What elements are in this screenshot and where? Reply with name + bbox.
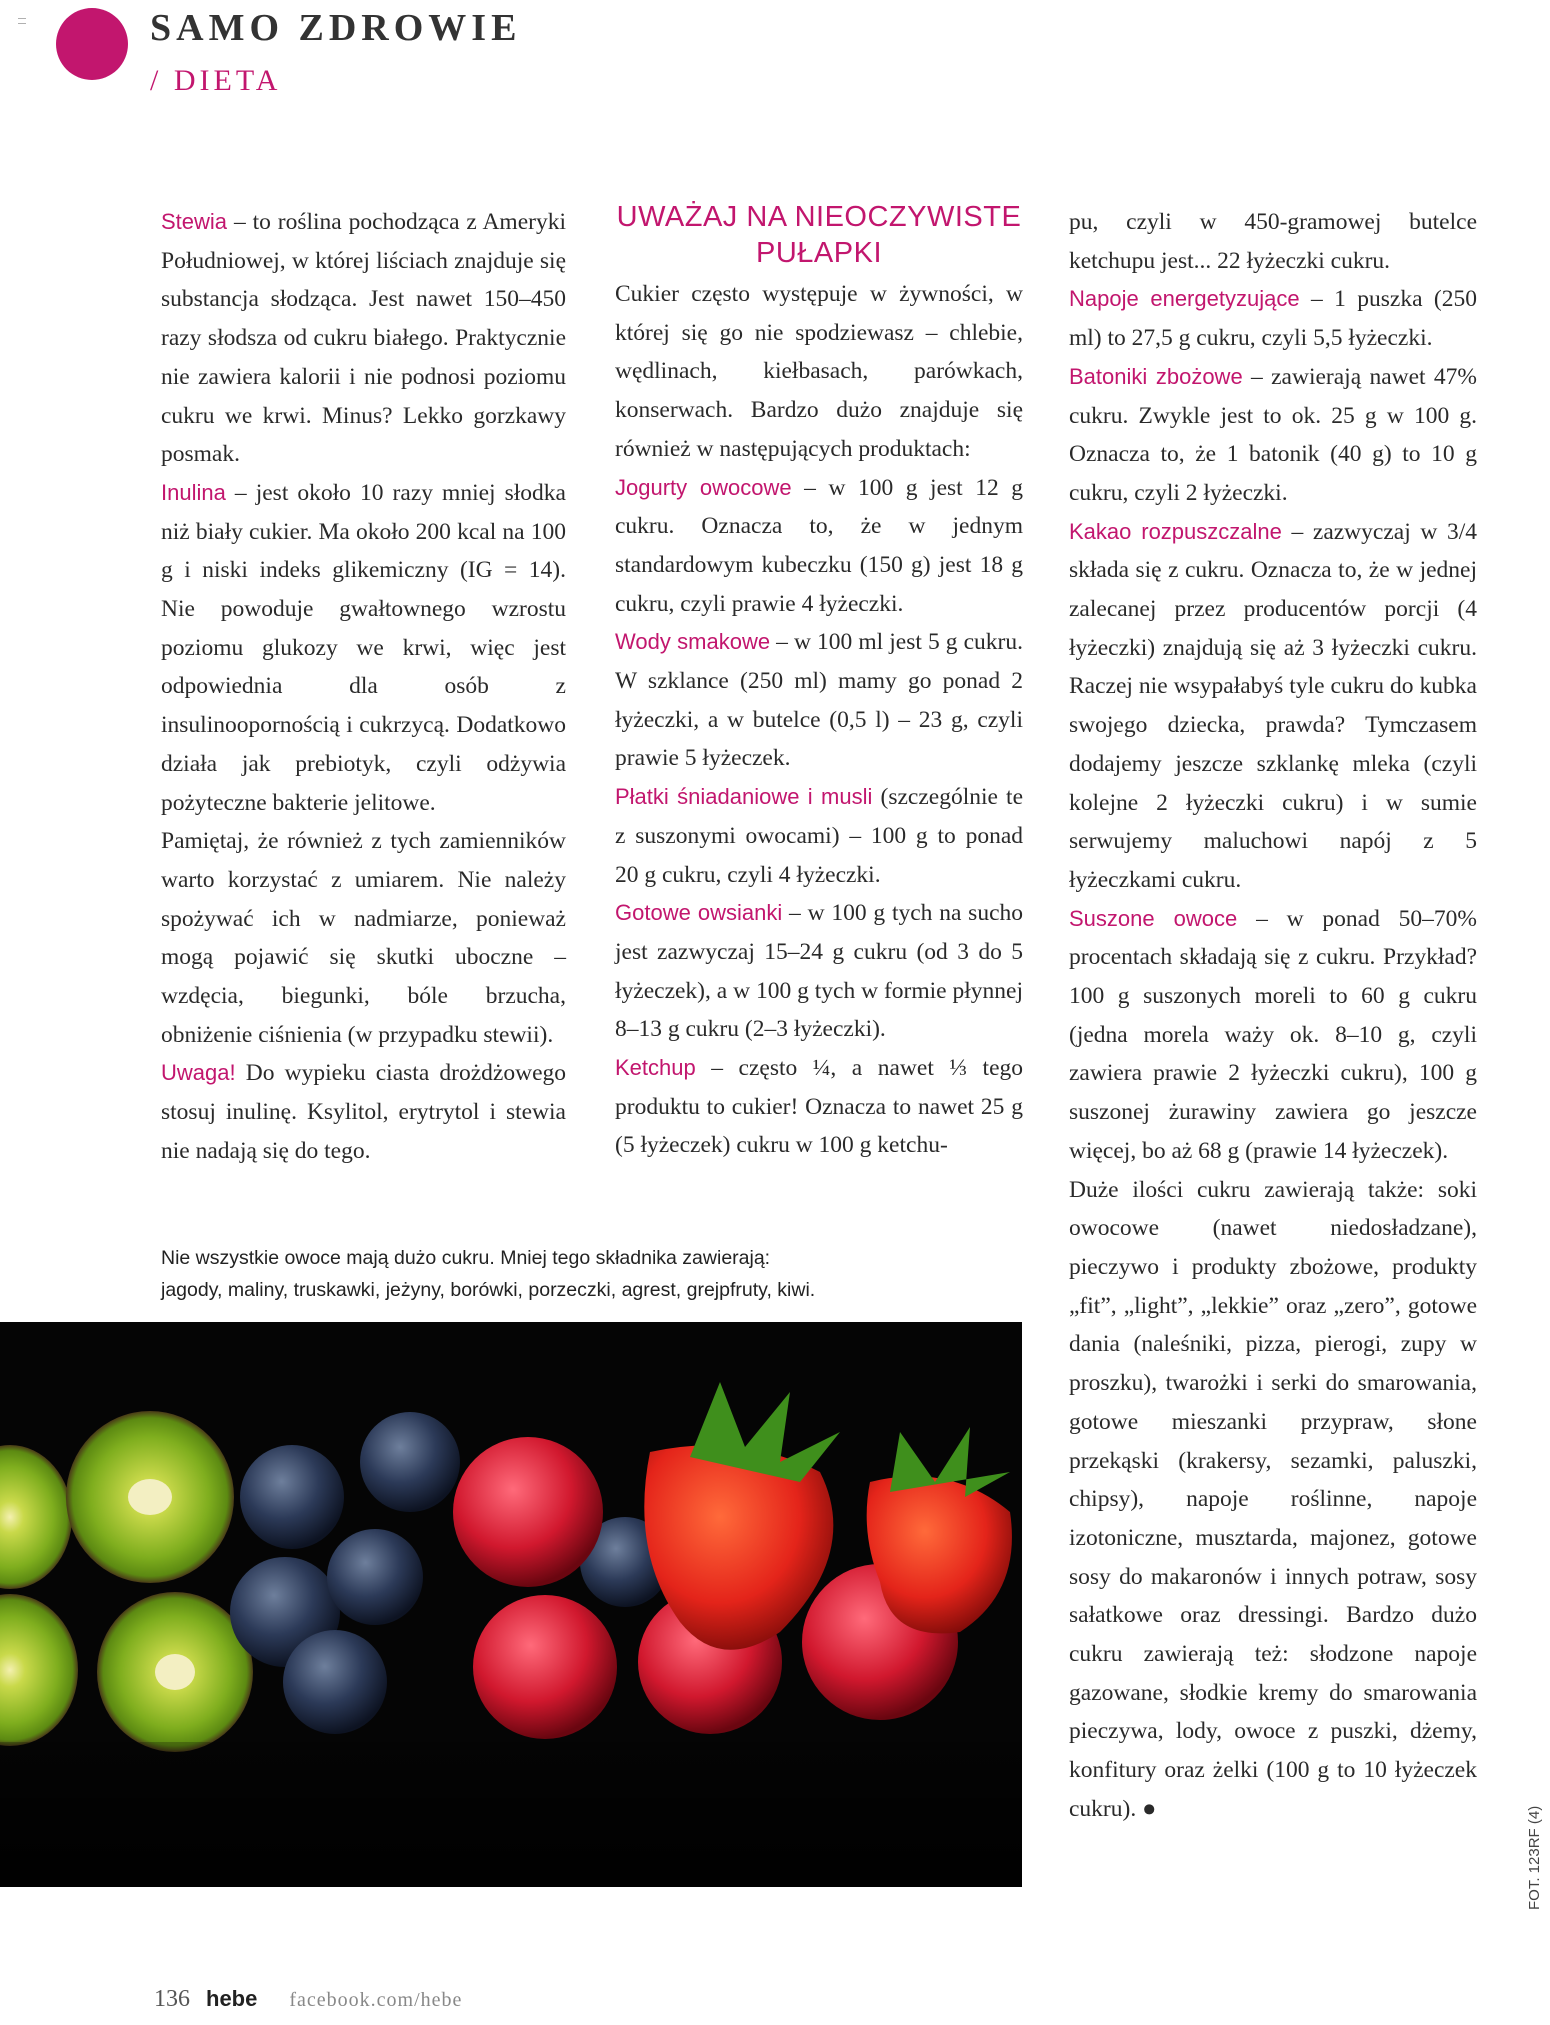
- paragraph-napoje: Napoje energetyzujące – 1 puszka (250 ml) to 27,5 g cukru, czyli 5,5 łyżeczki.: [1069, 286, 1477, 352]
- column-3: [1069, 203, 1477, 1829]
- page-number: 136: [154, 1986, 190, 2012]
- keyword-stewia: Stewia: [161, 209, 228, 234]
- keyword-uwaga: Uwaga!: [161, 1060, 236, 1086]
- keyword-suszone: Suszone owoce: [1069, 905, 1238, 931]
- column-1: [161, 203, 566, 1171]
- paragraph-kakao: Kakao rozpuszczalne – zazwyczaj w 3/4 składa się z cukru. Oznacza to, że w jednej zalecanej przez producentów porcji (4 łyżeczki) znajdują się aż 3 łyżeczki cukru. Raczej nie wsypałabyś tyle cukru do kubka swojego dziecka, prawda? Tymczasem dodajemy jeszcze szklankę mleka (czyli kolejne 2 łyżeczki cukru) i w sumie serwujemy maluchowi napój z 5 łyżeczkami cukru.: [1069, 518, 1477, 893]
- column-2: [615, 199, 1023, 1165]
- keyword-jogurty: Jogurty owocowe: [615, 474, 792, 500]
- keyword-inulina: Inulina: [161, 479, 226, 505]
- paragraph-ketchup: Ketchup – często ¼, a nawet ⅓ tego produktu to cukier! Oznacza to nawet 25 g (5 łyżeczek) cukru w 100 g ketchu-: [615, 1055, 1023, 1159]
- brand-logo: hebe: [206, 1986, 258, 2011]
- section-subtitle: / DIETA: [150, 64, 282, 97]
- paragraph-jogurty: Jogurty owocowe – w 100 g jest 12 g cukru. Oznacza to, że w jednym standardowym kubeczku (150 g) jest 18 g cukru, czyli prawie 4 łyżeczki.: [615, 474, 1023, 617]
- keyword-platki: Płatki śniadaniowe i musli: [615, 784, 873, 810]
- paragraph-pamietaj: Pamiętaj, że również z tych zamienników warto korzystać z umiarem. Nie należy spożywać ich w nadmiarze, ponieważ mogą pojawić się skutki uboczne – wzdęcia, biegunki, bóle brzucha, obniżenie ciśnienia (w przypadku stewii).: [161, 828, 566, 1048]
- paragraph-stewia: Stewia – to roślina pochodząca z Ameryki Południowej, w której liściach znajduje się substancja słodząca. Jest nawet 150–450 razy słodsza od cukru białego. Praktycznie nie zawiera kalorii i nie podnosi poziomu cukru we krwi. Minus? Lekko gorzkawy posmak.: [161, 209, 566, 468]
- caption-line-2: jagody, maliny, truskawki, jeżyny, borówki, porzeczki, agrest, grejpfruty, kiwi.: [161, 1279, 816, 1301]
- page-footer: [154, 1986, 462, 2013]
- keyword-napoje: Napoje energetyzujące: [1069, 286, 1300, 312]
- paragraph-batoniki: Batoniki zbożowe – zawierają nawet 47% cukru. Zwykle jest to ok. 25 g w 100 g. Oznacza to, że 1 batonik (40 g) to 10 g cukru, czyli 2 łyżeczki.: [1069, 363, 1477, 506]
- paragraph-inulina: Inulina – jest około 10 razy mniej słodka niż biały cukier. Ma około 200 kcal na 100 g i niski indeks glikemiczny (IG = 14). Nie powoduje gwałtownego wzrostu poziomu glukozy we krwi, więc jest odpowiednia dla osób z insulinoopornością i cukrzycą. Dodatkowo działa jak prebiotyk, czyli odżywia pożyteczne bakterie jelitowe.: [161, 479, 566, 816]
- paragraph-uwaga: Uwaga! Do wypieku ciasta drożdżowego stosuj inulinę. Ksylitol, erytrytol i stewia nie nadają się do tego.: [161, 1060, 566, 1164]
- caption-line-1: Nie wszystkie owoce mają dużo cukru. Mniej tego składnika zawierają:: [161, 1247, 771, 1269]
- keyword-batoniki: Batoniki zbożowe: [1069, 363, 1243, 389]
- section-title: SAMO ZDROWIE: [150, 7, 522, 49]
- paragraph-intro: Cukier często występuje w żywności, w której się go nie spodziewasz – chlebie, wędlinach, kiełbasach, parówkach, konserwach. Bardzo dużo znajduje się również w następujących produktach:: [615, 281, 1023, 462]
- keyword-owsianki: Gotowe owsianki: [615, 900, 783, 926]
- fruit-photo: [0, 1322, 1022, 1887]
- paragraph-owsianki: Gotowe owsianki – w 100 g tych na sucho jest zazwyczaj 15–24 g cukru (od 3 do 5 łyżeczek), a w 100 g tych w formie płynnej 8–13 g cukru (2–3 łyżeczki).: [615, 900, 1023, 1043]
- keyword-kakao: Kakao rozpuszczalne: [1069, 518, 1282, 544]
- facebook-link[interactable]: facebook.com/hebe: [289, 1989, 463, 2011]
- keyword-wody: Wody smakowe: [615, 629, 771, 655]
- paragraph-wody: Wody smakowe – w 100 ml jest 5 g cukru. W szklance (250 ml) mamy go ponad 2 łyżeczki, a w butelce (0,5 l) – 23 g, czyli prawie 5 łyżeczek.: [615, 629, 1023, 772]
- photo-credit: FOT. 123RF (4): [1526, 1805, 1543, 1910]
- corner-mark: [18, 18, 26, 24]
- section-circle-icon: [56, 8, 128, 80]
- paragraph-suszone: Suszone owoce – w ponad 50–70% procentach składają się z cukru. Przykład? 100 g suszonych moreli to 60 g cukru (jedna morela waży ok. 8–10 g, czyli zawiera prawie 2 łyżeczki cukru), 100 g suszonej żurawiny zawiera go jeszcze więcej, bo aż 68 g (prawie 14 łyżeczek).: [1069, 905, 1477, 1164]
- fruit-illustration: [0, 1322, 1022, 1887]
- paragraph-ketchup-cont: pu, czyli w 450-gramowej butelce ketchupu jest... 22 łyżeczki cukru.: [1069, 209, 1477, 274]
- subheading-pulapki: UWAŻAJ NA NIEOCZYWISTE PUŁAPKI: [616, 201, 1022, 269]
- paragraph-duze-ilosci: Duże ilości cukru zawierają także: soki owocowe (nawet niedosładzane), pieczywo i produkty zbożowe, produkty „fit”, „light”, „lekkie” oraz „zero”, gotowe dania (naleśniki, pizza, pierogi, zupy w proszku), twarożki i serki do smarowania, gotowe mieszanki przypraw, słone przekąski (krakersy, sezamki, paluszki, chipsy), napoje roślinne, napoje izotoniczne, musztarda, majonez, gotowe sosy do makaronów i innych potraw, sosy sałatkowe oraz dressingi. Bardzo dużo cukru zawierają też: słodzone napoje gazowane, słodkie kremy do smarowania pieczywa, lody, owoce z puszki, dżemy, konfitury oraz żelki (100 g to 10 łyżeczek cukru). ●: [1069, 1176, 1477, 1822]
- paragraph-platki: Płatki śniadaniowe i musli (szczególnie te z suszonymi owocami) – 100 g to ponad 20 g cukru, czyli 4 łyżeczki.: [615, 784, 1024, 888]
- keyword-ketchup: Ketchup: [615, 1055, 696, 1081]
- photo-caption: [161, 1242, 1021, 1306]
